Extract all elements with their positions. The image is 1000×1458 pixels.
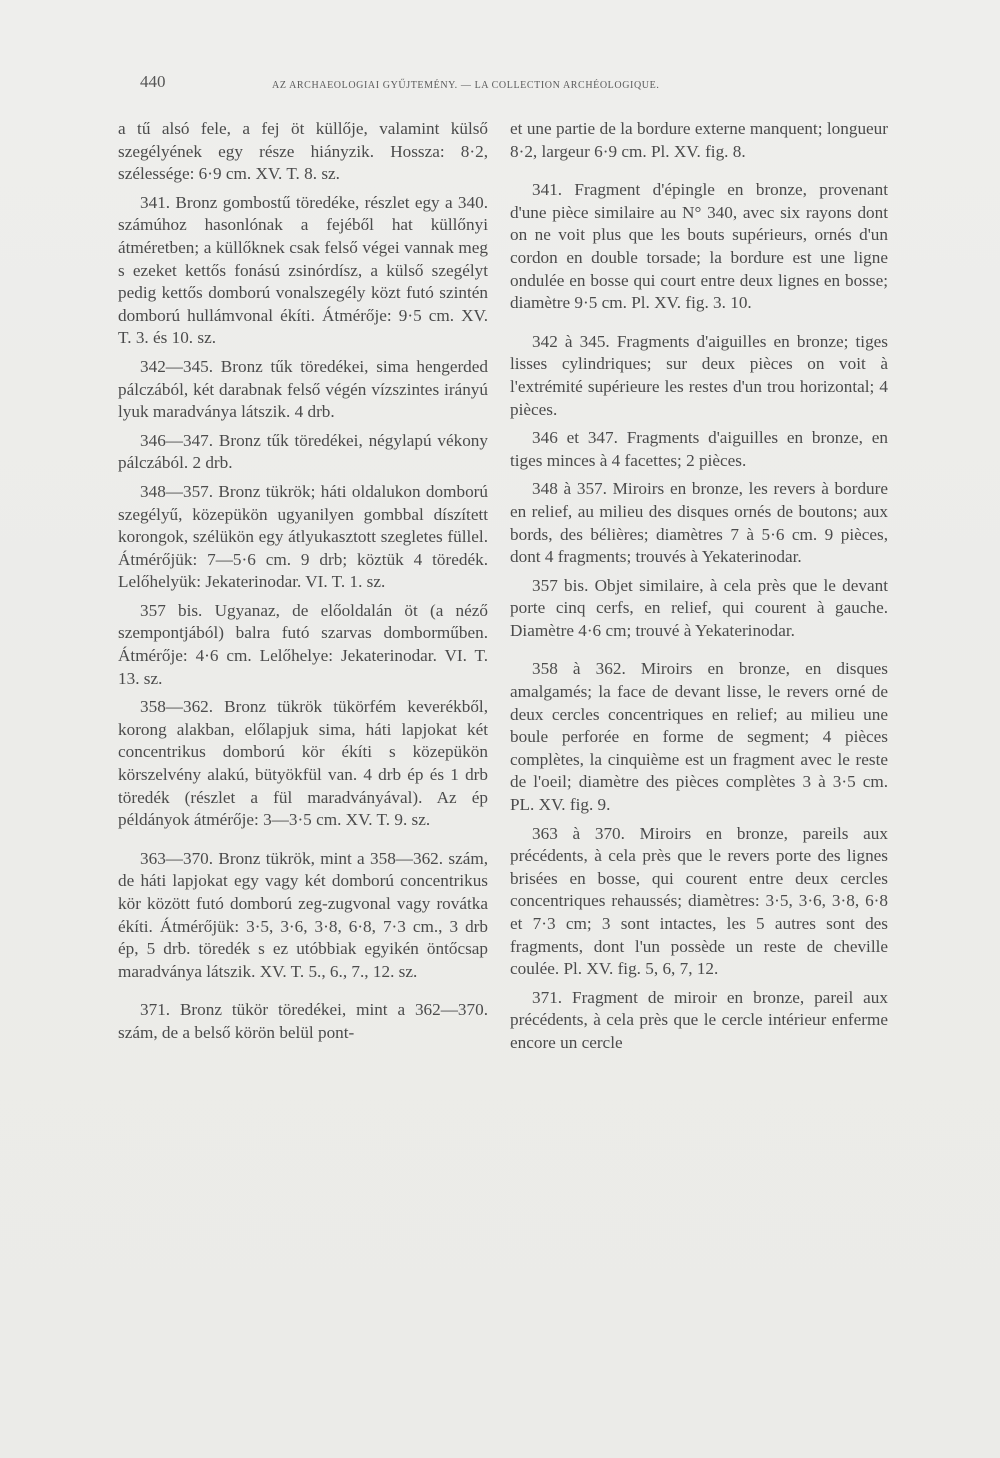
paragraph-346-347-hu: 346—347. Bronz tűk töredékei, négylapú vékony pálczából. 2 drb.: [118, 430, 488, 473]
paragraph-357bis-hu: 357 bis. Ugyanaz, de előoldalán öt (a néző szempontjából) balra futó szarvas domborműben. Átmérője: 4·6 cm. Lelőhelye: Jekaterinodar. VI. T. 13. sz.: [118, 600, 488, 688]
paragraph-358-362-hu: 358—362. Bronz tükrök tükörfém keverékből, korong alakban, előlapjuk sima, háti lapjokat két concentrikus domború kör ékíti s közepükön körszelvény alakú, bütyökfül van. 4 drb ép és 1 drb töredék (részlet a fül maradványával). Az ép példányok átmérője: 3—3·5 cm. XV. T. 9. sz.: [118, 697, 488, 830]
paragraph-342-345-fr: 342 à 345. Fragments d'aiguilles en bronze; tiges lisses cylindriques; sur deux pièces on voit à l'extrémité supérieure les restes d'un trou horizontal; 4 pièces.: [510, 331, 888, 419]
paragraph-342-345-hu: 342—345. Bronz tűk töredékei, sima hengerded pálczából, két darabnak felső végén vízszintes irányú lyuk maradványa látszik. 4 drb.: [118, 356, 488, 422]
page-number: 440: [140, 72, 166, 91]
paragraph-341-fr: 341. Fragment d'épingle en bronze, provenant d'une pièce similaire au N° 340, avec six rayons dont on ne voit plus que les bouts supérieurs, ornés d'un cordon en double torsade; la bordure est une ligne ondulée en bosse qui court entre deux lignes en bosse; diamètre 9·5 cm. Pl. XV. fig. 3. 10.: [510, 180, 888, 313]
paragraph-348-357-fr: 348 à 357. Miroirs en bronze, les revers à bordure en relief, au milieu des disques ornés de boutons; aux bords, des bélières; diamètres 7 à 5·6 cm. 9 pièces, dont 4 fragments; trouvés à Yekaterinodar.: [510, 479, 888, 567]
paragraph-371-hu: 371. Bronz tükör töredékei, mint a 362—370. szám, de a belső körön belül pont-: [118, 1000, 488, 1042]
running-head: AZ ARCHAEOLOGIAI GYŰJTEMÉNY. — LA COLLECTION ARCHÉOLOGIQUE.: [272, 80, 660, 91]
paragraph-357bis-fr: 357 bis. Objet similaire, à cela près que le devant porte cinq cerfs, en relief, qui courent à gauche. Diamètre 4·6 cm; trouvé à Yekaterinodar.: [510, 575, 888, 640]
right-column-french: [510, 118, 888, 1061]
paragraph-340-continued-fr: et une partie de la bordure externe manquent; longueur 8·2, largeur 6·9 cm. Pl. XV. fig. 8.: [510, 119, 888, 161]
paragraph-348-357-hu: 348—357. Bronz tükrök; háti oldalukon domború szegélyű, közepükön ugyanilyen gombbal díszített korongok, szélükön egy átlyukasztott szegletes füllel. Átmérőjük: 7—5·6 cm. 9 drb; köztük 4 töredék. Lelőhelyük: Jekaterinodar. VI. T. 1. sz.: [118, 481, 488, 592]
paragraph-340-continued-hu: a tű alsó fele, a fej öt küllője, valamint külső szegélyének egy része hiányzik. Hossza: 8·2, szélessége: 6·9 cm. XV. T. 8. sz.: [118, 119, 488, 184]
left-column-hungarian: [118, 118, 488, 1051]
paragraph-363-370-fr: 363 à 370. Miroirs en bronze, pareils aux précédents, à cela près que le revers porte des lignes brisées en bosse, qui courent entre deux cercles concentriques rehaussés; diamètres: 3·5, 3·6, 3·8, 6·8 et 7·3 cm; 3 sont intactes, les 5 autres sont des fragments, dont l'un possède un reste de cheville coulée. Pl. XV. fig. 5, 6, 7, 12.: [510, 823, 888, 979]
paragraph-363-370-hu: 363—370. Bronz tükrök, mint a 358—362. szám, de háti lapjokat egy vagy két domború concentrikus kör között futó domború zeg-zugvonal vagy rovátka ékíti. Átmérőjük: 3·5, 3·6, 3·8, 6·8, 7·3 cm., 3 drb ép, 5 drb. töredék s ez utóbbiak egyikén öntőcsap maradványa látszik. XV. T. 5., 6., 7., 12. sz.: [118, 848, 488, 981]
paragraph-346-347-fr: 346 et 347. Fragments d'aiguilles en bronze, en tiges minces à 4 facettes; 2 pièces.: [510, 428, 888, 470]
paragraph-371-fr: 371. Fragment de miroir en bronze, pareil aux précédents, à cela près que le cercle intérieur enferme encore un cercle: [510, 987, 888, 1052]
paragraph-358-362-fr: 358 à 362. Miroirs en bronze, en disques amalgamés; la face de devant lisse, le revers orné de deux cercles concentriques en relief; au milieu une boule perforée en forme de segment; 4 pièces complètes, la cinquième est un fragment avec le reste de l'oeil; diamètre des pièces complètes 3 à 3·5 cm. PL. XV. fig. 9.: [510, 659, 888, 815]
paragraph-341-hu: 341. Bronz gombostű töredéke, részlet egy a 340. számúhoz hasonlónak a fejéből hat küllőnyi átméretben; a küllőknek csak felső végei vannak meg s ezeket kettős fonású zsinórdísz, a külső szegélyt pedig kettős domború vonalszegély közt futó szintén domború hullámvonal ékíti. Átmérője: 9·5 cm. XV. T. 3. és 10. sz.: [118, 192, 488, 348]
